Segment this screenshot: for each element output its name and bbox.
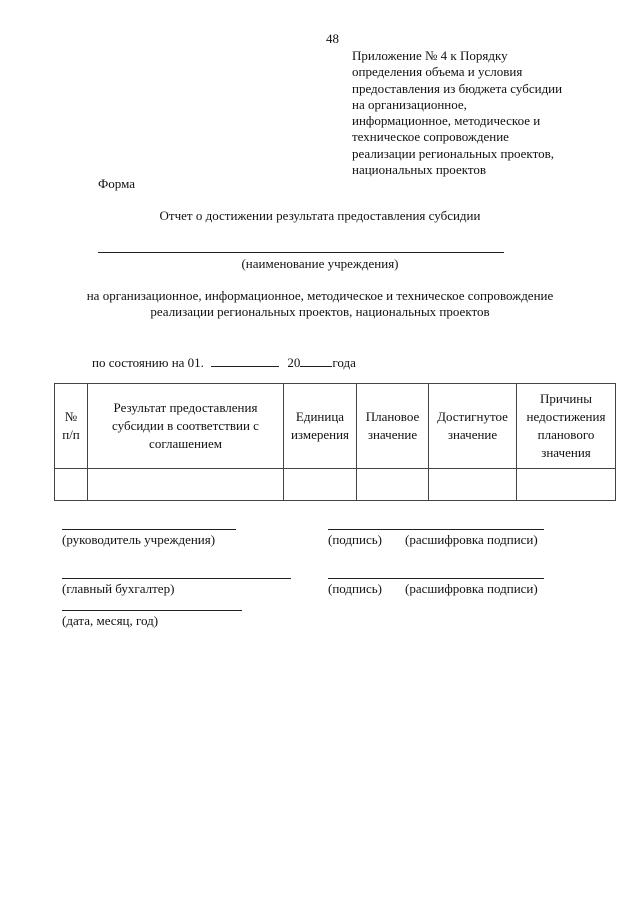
appendix-line: Приложение № 4 к Порядку (352, 48, 508, 63)
as-of-date (92, 354, 356, 371)
col-header-unit: Единица измерения (284, 384, 357, 469)
appendix-header (352, 48, 562, 178)
accountant-signature-line[interactable] (62, 578, 291, 579)
table-cell[interactable] (88, 469, 284, 501)
head-caption: (руководитель учреждения) (62, 532, 216, 547)
form-label: Форма (98, 176, 135, 191)
purpose-line: на организационное, информационное, методическое и техническое сопровождение (86, 288, 554, 303)
signature-caption: (подпись) (328, 532, 382, 547)
table-cell[interactable] (284, 469, 357, 501)
purpose-text (0, 288, 640, 320)
year-prefix: 20 (287, 355, 301, 370)
table-cell[interactable] (429, 469, 517, 501)
appendix-line: информационное, методическое и (352, 113, 541, 129)
signature-caption: (подпись) (328, 581, 382, 596)
date-line[interactable] (62, 610, 242, 611)
report-title: Отчет о достижении результата предоставления субсидии (159, 208, 481, 223)
appendix-line: определения объема и условия (352, 64, 523, 80)
decoding-caption: (расшифровка подписи) (405, 581, 538, 596)
appendix-line: техническое сопровождение (352, 129, 509, 145)
page-number: 48 (326, 31, 339, 46)
year-blank-field[interactable] (300, 354, 332, 367)
table-row (55, 469, 616, 501)
head-signature-line[interactable] (62, 529, 236, 530)
purpose-line: реализации региональных проектов, национальных проектов (150, 304, 490, 319)
table-header-row (55, 384, 616, 469)
appendix-line: национальных проектов (352, 162, 487, 178)
col-header-reasons: Причины недостижения планового значения (517, 384, 616, 469)
date-blank-field[interactable] (211, 354, 279, 367)
col-header-number: № п/п (55, 384, 88, 469)
date-caption: (дата, месяц, год) (62, 613, 159, 628)
appendix-line: реализации региональных проектов, (352, 145, 554, 161)
table-cell[interactable] (357, 469, 429, 501)
institution-name-line[interactable] (98, 252, 504, 253)
col-header-planned: Плановое значение (357, 384, 429, 469)
head-sign-line[interactable] (328, 529, 544, 530)
appendix-line: на организационное, (352, 96, 467, 112)
col-header-result: Результат предоставления субсидии в соответствии с соглашением (88, 384, 284, 469)
institution-caption: (наименование учреждения) (241, 256, 399, 271)
decoding-caption: (расшифровка подписи) (405, 532, 538, 547)
col-header-achieved: Достигнутое значение (429, 384, 517, 469)
accountant-sign-line[interactable] (328, 578, 544, 579)
accountant-caption: (главный бухгалтер) (62, 581, 175, 596)
appendix-line: предоставления из бюджета субсидии (352, 80, 563, 96)
as-of-prefix: по состоянию на 01. (92, 355, 204, 370)
results-table (54, 383, 616, 501)
table-cell[interactable] (55, 469, 88, 501)
as-of-suffix: года (332, 355, 356, 370)
table-cell[interactable] (517, 469, 616, 501)
